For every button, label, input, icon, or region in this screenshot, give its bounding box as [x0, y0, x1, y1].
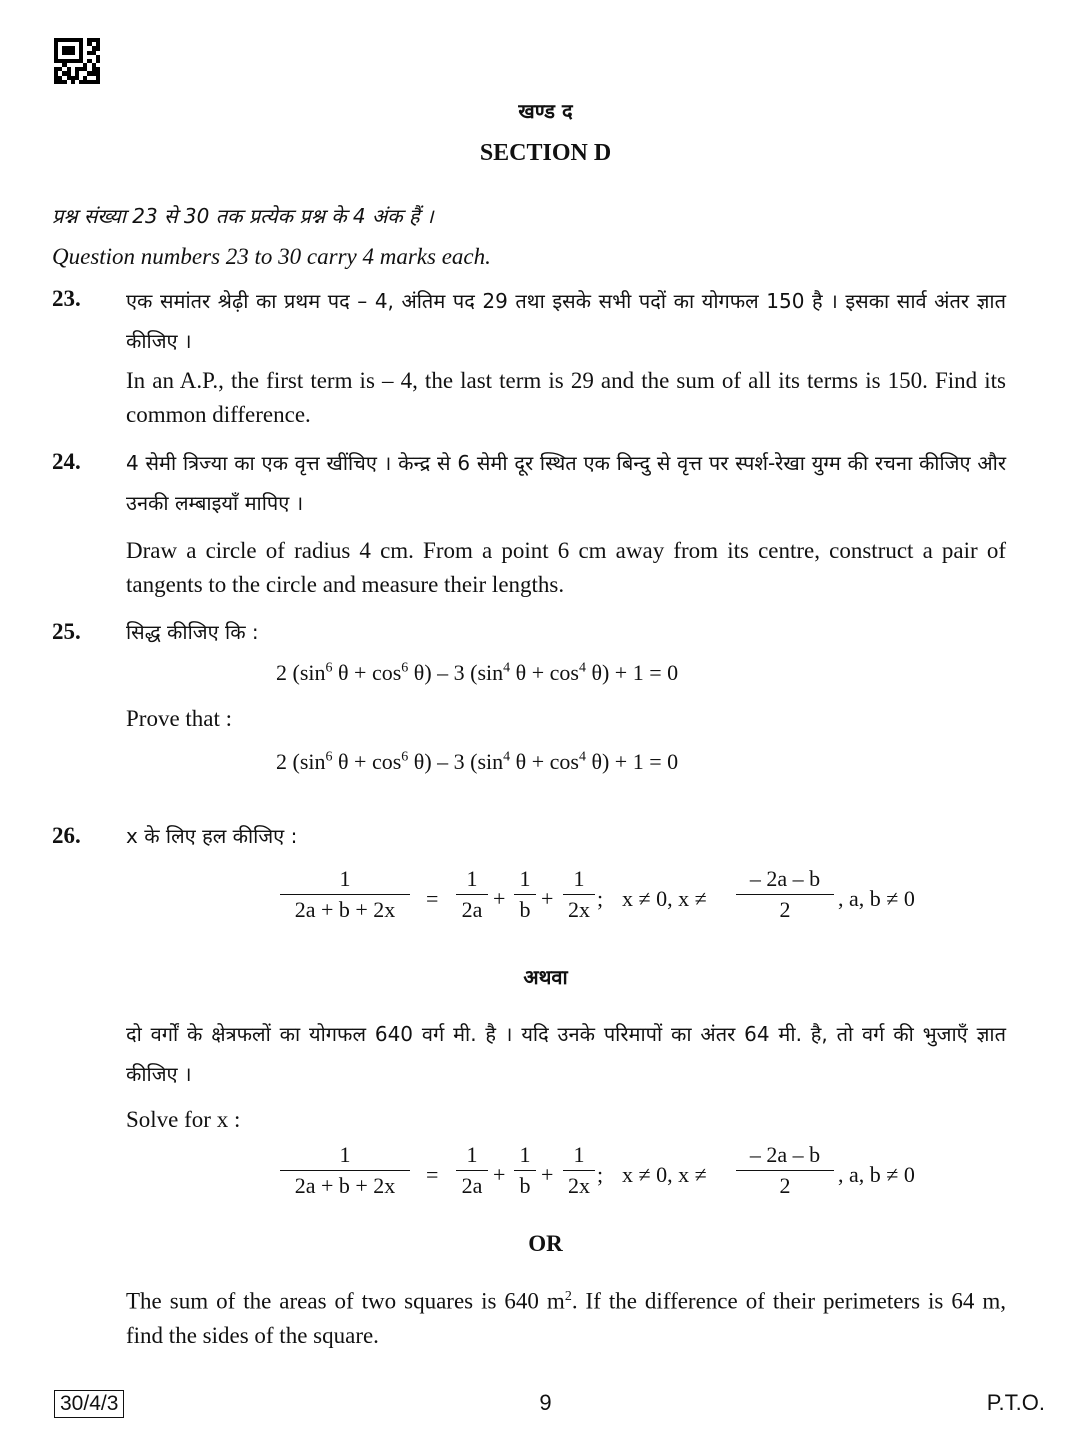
equation: $\frac{1}{2a + b + 2x}$ = $\frac{1}{2a}$ + $\frac{1}{b}$ + $\frac{1}{2x}$ ; x ≠ 0, x ≠ $\frac{- 2a - b}{2}$ , a, b ≠ 0	[0, 866, 1091, 936]
question-prompt-english: Solve for x :	[126, 1107, 241, 1132]
question-number: 26.	[52, 823, 81, 848]
question-prompt-hindi: x के लिए हल कीजिए :	[126, 824, 298, 848]
section-title-english: SECTION D	[479, 140, 612, 166]
paper-code: 30/4/3	[54, 1390, 124, 1418]
question-prompt-hindi: सिद्ध कीजिए कि :	[126, 620, 259, 644]
or-separator-hindi: अथवा	[523, 965, 568, 989]
instruction-english: Question numbers 23 to 30 carry 4 marks each.	[52, 244, 491, 269]
equation: 2 ($\sin^6$ $\theta + \cos^6 \theta) - 3$ ($\sin^4$ $\theta + \cos^4 \theta) + 1 = 0$	[276, 660, 679, 685]
question-text-english: The sum of the areas of two squares is 640 $m^2$. If the difference of their perimeters is 64 m, find the sides of the square.	[126, 1288, 1006, 1348]
section-title-hindi: खण्ड द	[518, 99, 573, 123]
question-number: 25.	[52, 619, 81, 644]
equation: $\frac{1}{2a + b + 2x}$ = $\frac{1}{2a}$ + $\frac{1}{b}$ + $\frac{1}{2x}$ ; x ≠ 0, x ≠ $\frac{- 2a - b}{2}$ , a, b ≠ 0	[0, 1142, 1091, 1212]
equation: 2 ($\sin^6$ $\theta + \cos^6 \theta) - 3$ ($\sin^4$ $\theta + \cos^4 \theta) + 1 = 0$	[276, 749, 679, 774]
question-text-hindi: एक समांतर श्रेढ़ी का प्रथम पद – 4, अंतिम पद 29 तथा इसके सभी पदों का योगफल 150 है । इसका सार्व अंतर ज्ञात कीजिए ।	[126, 289, 1006, 353]
question-text-english: In an A.P., the first term is – 4, the last term is 29 and the sum of all its terms is 150. Find its common difference.	[126, 368, 1006, 427]
instruction-hindi: प्रश्न संख्या 23 से 30 तक प्रत्येक प्रश्न के 4 अंक हैं ।	[52, 204, 434, 228]
question-prompt-english: Prove that :	[126, 706, 233, 731]
question-number: 24.	[52, 449, 81, 474]
page-turn-over: P.T.O.	[986, 1390, 1045, 1415]
qr-code	[54, 38, 100, 84]
question-number: 23.	[52, 286, 81, 311]
question-text-hindi: दो वर्गों के क्षेत्रफलों का योगफल 640 वर्ग मी. है । यदि उनके परिमापों का अंतर 64 मी. है, तो वर्ग की भुजाएँ ज्ञात कीजिए ।	[126, 1022, 1006, 1086]
or-separator-english: OR	[528, 1231, 563, 1256]
question-text-english: Draw a circle of radius 4 cm. From a point 6 cm away from its centre, construct a pair of tangents to the circle and measure their lengths.	[126, 538, 1006, 597]
page-number: 9	[539, 1390, 552, 1415]
question-text-hindi: 4 सेमी त्रिज्या का एक वृत्त खींचिए । केन्द्र से 6 सेमी दूर स्थित एक बिन्दु से वृत्त पर स्पर्श-रेखा युग्म की रचना कीजिए और उनकी लम्बाइयाँ मापिए ।	[126, 451, 1006, 515]
